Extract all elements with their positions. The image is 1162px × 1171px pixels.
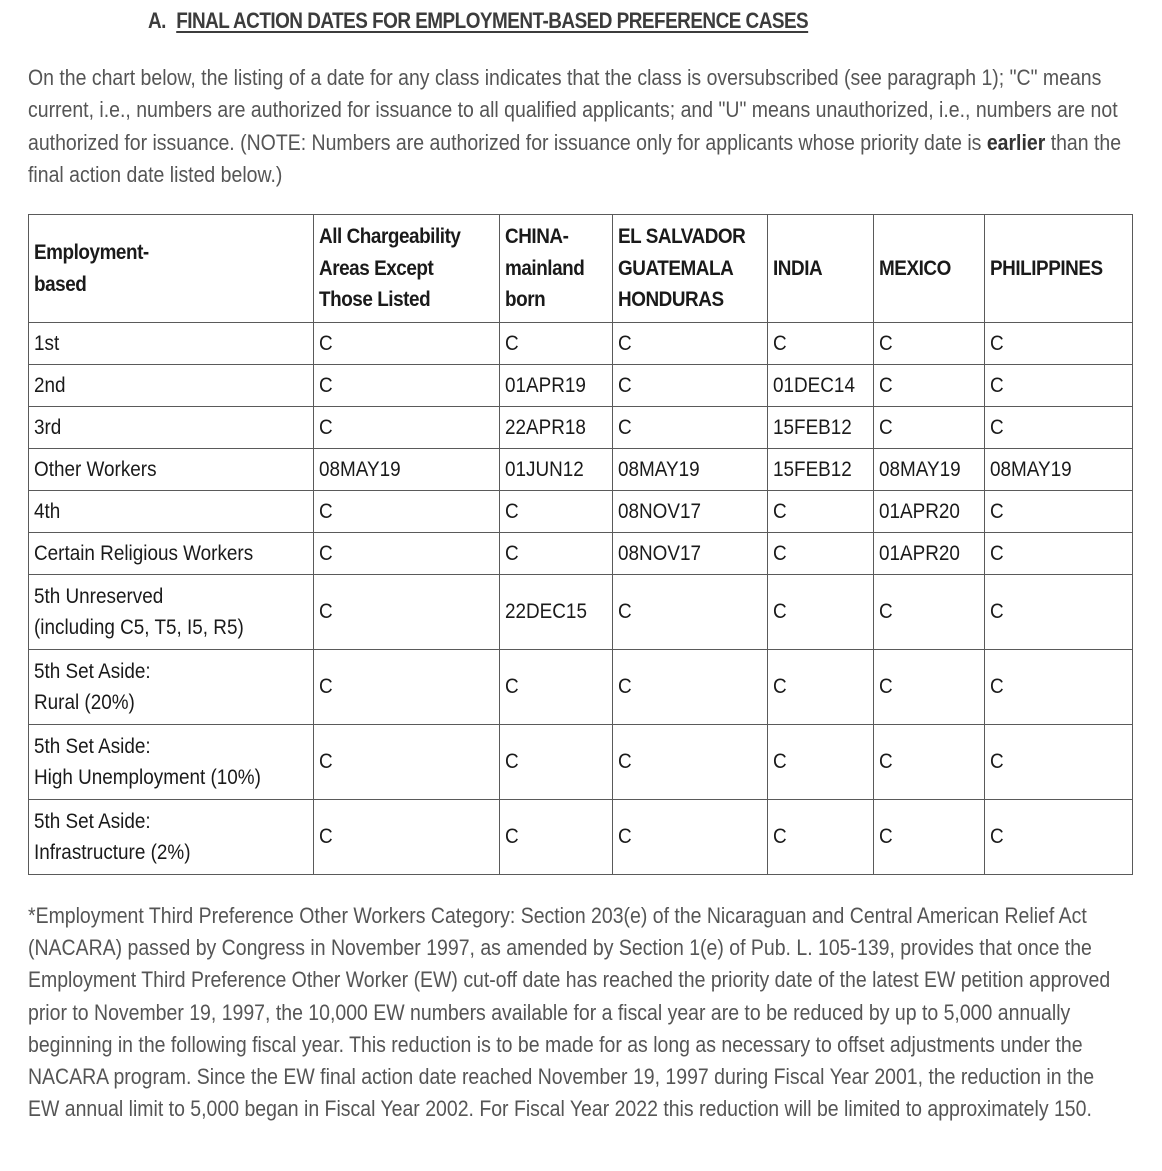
category-cell <box>29 533 314 575</box>
date-value: C <box>319 373 333 397</box>
cell-all-chargeability <box>314 449 500 491</box>
category-cell <box>29 449 314 491</box>
date-value: 22APR18 <box>505 415 586 439</box>
cell-el-salvador-guatemala-honduras <box>613 365 768 407</box>
date-value: C <box>319 750 333 774</box>
category-cell <box>29 491 314 533</box>
header-line: Areas Except <box>319 256 434 280</box>
table-row <box>29 725 1133 800</box>
date-value: C <box>990 825 1004 849</box>
cell-china <box>500 365 613 407</box>
date-value: C <box>505 499 519 523</box>
category-cell <box>29 323 314 365</box>
date-value: 01JUN12 <box>505 457 584 481</box>
date-value: C <box>618 415 632 439</box>
cell-mexico <box>874 800 985 875</box>
header-employment-based <box>29 215 314 323</box>
cell-china <box>500 800 613 875</box>
date-value: C <box>879 415 893 439</box>
cell-philippines <box>985 365 1133 407</box>
section-heading <box>148 8 808 34</box>
date-value: 08MAY19 <box>990 457 1072 481</box>
cell-india <box>768 365 874 407</box>
cell-philippines <box>985 725 1133 800</box>
cell-india <box>768 533 874 575</box>
date-value: C <box>319 675 333 699</box>
header-line: INDIA <box>773 256 823 280</box>
cell-all-chargeability <box>314 533 500 575</box>
cell-all-chargeability <box>314 575 500 650</box>
category-label: 5th Set Aside: <box>34 734 151 758</box>
table-row <box>29 407 1133 449</box>
category-label: (including C5, T5, I5, R5) <box>34 616 244 639</box>
table-row <box>29 650 1133 725</box>
header-mexico <box>874 215 985 323</box>
header-philippines <box>985 215 1133 323</box>
date-value: C <box>319 541 333 565</box>
date-value: C <box>879 600 893 624</box>
intro-paragraph <box>28 62 1125 191</box>
header-line: All Chargeability <box>319 225 461 249</box>
cell-mexico <box>874 575 985 650</box>
cell-all-chargeability <box>314 650 500 725</box>
date-value: 22DEC15 <box>505 600 587 624</box>
date-value: C <box>773 499 787 523</box>
category-cell <box>29 407 314 449</box>
cell-mexico <box>874 533 985 575</box>
date-value: C <box>879 675 893 699</box>
cell-all-chargeability <box>314 365 500 407</box>
date-value: C <box>879 331 893 355</box>
date-value: C <box>505 750 519 774</box>
cell-mexico <box>874 323 985 365</box>
table-row <box>29 323 1133 365</box>
date-value: 15FEB12 <box>773 457 852 481</box>
category-label: 3rd <box>34 415 62 439</box>
header-line: mainland <box>505 256 585 280</box>
header-line: HONDURAS <box>618 288 724 312</box>
date-value: C <box>990 600 1004 624</box>
intro-text-1: On the chart below, the listing of a date for any class indicates that the class is oversubscribed (see paragraph 1); "C" means current, i.e., numbers are authorized for issuance to all qualified applicants; and "U" means unauthorized, i.e., numbers are not authorized for issuance. (NOTE: Numbers are authorized for issuance only for applicants whose priority date is <box>28 65 1118 155</box>
cell-philippines <box>985 650 1133 725</box>
cell-mexico <box>874 365 985 407</box>
date-value: 08MAY19 <box>319 457 401 481</box>
date-value: 01APR19 <box>505 373 586 397</box>
date-value: C <box>505 825 519 849</box>
date-value: C <box>773 331 787 355</box>
cell-all-chargeability <box>314 491 500 533</box>
category-cell <box>29 365 314 407</box>
date-value: C <box>319 331 333 355</box>
category-label: High Unemployment (10%) <box>34 766 261 789</box>
table-row <box>29 365 1133 407</box>
cell-india <box>768 575 874 650</box>
category-label: Certain Religious Workers <box>34 541 254 565</box>
date-value: C <box>618 675 632 699</box>
cell-india <box>768 725 874 800</box>
category-label: 5th Set Aside: <box>34 659 151 683</box>
cell-mexico <box>874 725 985 800</box>
table-row <box>29 449 1133 491</box>
footnote-paragraph: *Employment Third Preference Other Workers Category: Section 203(e) of the Nicaraguan and Central American Relief Act (NACARA) passed by Congress in November 1997, as amended by Section 1(e) of Pub. L. 105-139, provides that once the Employment Third Preference Other Worker (EW) cut-off date has reached the priority date of the latest EW petition approved prior to November 19, 1997, the 10,000 EW numbers available for a fiscal year are to be reduced by up to 5,000 annually beginning in the following fiscal year. This reduction is to be made for as long as necessary to offset adjustments under the NACARA program. Since the EW final action date reached November 19, 1997 during Fiscal Year 2001, the reduction in the EW annual limit to 5,000 began in Fiscal Year 2002. For Fiscal Year 2022 this reduction will be limited to approximately 150. <box>28 903 1111 1122</box>
date-value: 01APR20 <box>879 541 960 565</box>
cell-el-salvador-guatemala-honduras <box>613 575 768 650</box>
date-value: C <box>990 675 1004 699</box>
cell-india <box>768 323 874 365</box>
date-value: C <box>319 600 333 624</box>
date-value: C <box>990 541 1004 565</box>
date-value: C <box>773 675 787 699</box>
date-value: 01DEC14 <box>773 373 855 397</box>
category-cell <box>29 575 314 650</box>
cell-philippines <box>985 323 1133 365</box>
cell-el-salvador-guatemala-honduras <box>613 533 768 575</box>
category-label: Rural (20%) <box>34 691 135 714</box>
date-value: 08MAY19 <box>879 457 961 481</box>
category-label: Other Workers <box>34 457 157 481</box>
header-line: based <box>34 272 87 296</box>
table-row <box>29 533 1133 575</box>
cell-philippines <box>985 533 1133 575</box>
date-value: C <box>319 415 333 439</box>
header-india <box>768 215 874 323</box>
table-header-row <box>29 215 1133 323</box>
header-el-salvador-guatemala-honduras <box>613 215 768 323</box>
cell-philippines <box>985 575 1133 650</box>
cell-mexico <box>874 491 985 533</box>
cell-mexico <box>874 650 985 725</box>
category-cell <box>29 800 314 875</box>
cell-india <box>768 491 874 533</box>
header-all-chargeability <box>314 215 500 323</box>
date-value: 08NOV17 <box>618 499 702 523</box>
category-label: 5th Unreserved <box>34 584 164 608</box>
cell-all-chargeability <box>314 323 500 365</box>
date-value: C <box>618 373 632 397</box>
section-title: FINAL ACTION DATES FOR EMPLOYMENT-BASED PREFERENCE CASES <box>176 8 809 33</box>
cell-china <box>500 575 613 650</box>
cell-philippines <box>985 800 1133 875</box>
cell-el-salvador-guatemala-honduras <box>613 650 768 725</box>
category-label: 1st <box>34 331 60 355</box>
date-value: C <box>773 600 787 624</box>
date-value: C <box>505 331 519 355</box>
cell-el-salvador-guatemala-honduras <box>613 323 768 365</box>
date-value: C <box>990 331 1004 355</box>
table-row <box>29 491 1133 533</box>
date-value: 08NOV17 <box>618 541 702 565</box>
intro-bold-word: earlier <box>986 129 1046 155</box>
intro-text-2: than the final action date listed below.) <box>28 129 1122 187</box>
cell-india <box>768 407 874 449</box>
cell-china <box>500 323 613 365</box>
date-value: C <box>990 373 1004 397</box>
cell-el-salvador-guatemala-honduras <box>613 800 768 875</box>
category-label: 4th <box>34 499 61 523</box>
date-value: C <box>505 541 519 565</box>
table-row <box>29 800 1133 875</box>
date-value: C <box>990 499 1004 523</box>
cell-mexico <box>874 449 985 491</box>
cell-china <box>500 533 613 575</box>
date-value: C <box>319 499 333 523</box>
cell-china <box>500 650 613 725</box>
date-value: C <box>879 750 893 774</box>
header-line: MEXICO <box>879 256 951 280</box>
cell-mexico <box>874 407 985 449</box>
cell-china <box>500 725 613 800</box>
cell-el-salvador-guatemala-honduras <box>613 725 768 800</box>
header-line: CHINA- <box>505 225 569 249</box>
date-value: C <box>773 825 787 849</box>
cell-el-salvador-guatemala-honduras <box>613 449 768 491</box>
date-value: C <box>319 825 333 849</box>
date-value: C <box>618 600 632 624</box>
cell-china <box>500 407 613 449</box>
header-line: Employment- <box>34 241 149 264</box>
date-value: C <box>990 415 1004 439</box>
date-value: C <box>618 825 632 849</box>
header-line: EL SALVADOR <box>618 225 746 249</box>
date-value: C <box>618 331 632 355</box>
category-label: 2nd <box>34 373 66 397</box>
date-value: 01APR20 <box>879 499 960 523</box>
cell-india <box>768 650 874 725</box>
category-label: 5th Set Aside: <box>34 809 151 833</box>
cell-philippines <box>985 491 1133 533</box>
cell-philippines <box>985 407 1133 449</box>
category-label: Infrastructure (2%) <box>34 841 191 864</box>
category-cell <box>29 725 314 800</box>
header-line: born <box>505 288 546 312</box>
date-value: C <box>990 750 1004 774</box>
header-line: Those Listed <box>319 288 431 312</box>
cell-el-salvador-guatemala-honduras <box>613 491 768 533</box>
date-value: 15FEB12 <box>773 415 852 439</box>
date-value: C <box>505 675 519 699</box>
cell-china <box>500 449 613 491</box>
date-value: 08MAY19 <box>618 457 700 481</box>
category-cell <box>29 650 314 725</box>
final-action-dates-table <box>28 214 1133 875</box>
cell-philippines <box>985 449 1133 491</box>
date-value: C <box>879 825 893 849</box>
cell-el-salvador-guatemala-honduras <box>613 407 768 449</box>
header-line: PHILIPPINES <box>990 256 1103 280</box>
cell-all-chargeability <box>314 800 500 875</box>
cell-china <box>500 491 613 533</box>
cell-all-chargeability <box>314 725 500 800</box>
table-row <box>29 575 1133 650</box>
header-china <box>500 215 613 323</box>
cell-india <box>768 449 874 491</box>
cell-india <box>768 800 874 875</box>
header-line: GUATEMALA <box>618 256 734 280</box>
date-value: C <box>773 750 787 774</box>
cell-all-chargeability <box>314 407 500 449</box>
section-prefix: A. <box>148 8 166 33</box>
date-value: C <box>618 750 632 774</box>
date-value: C <box>773 541 787 565</box>
date-value: C <box>879 373 893 397</box>
